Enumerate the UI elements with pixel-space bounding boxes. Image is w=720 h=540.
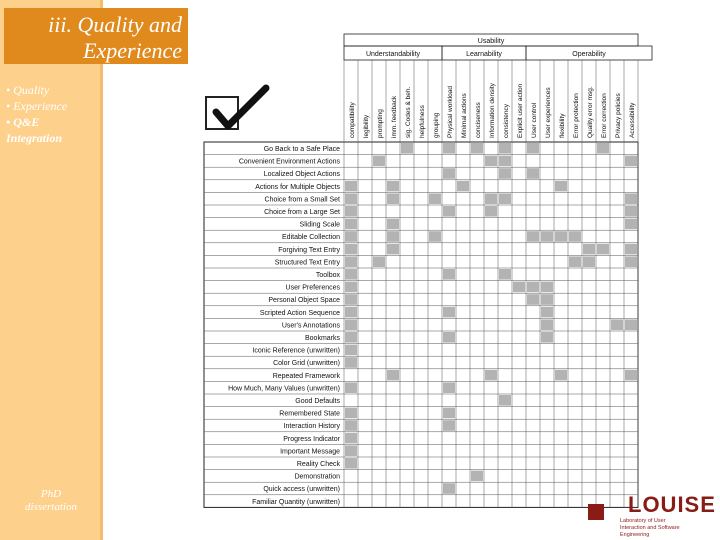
column-header: prompting bbox=[377, 109, 384, 138]
matrix-cell-filled bbox=[625, 244, 637, 255]
matrix-cell-filled bbox=[345, 433, 357, 444]
matrix-cell-filled bbox=[569, 231, 581, 242]
matrix-cell-filled bbox=[541, 319, 553, 330]
column-header: consistency bbox=[503, 104, 510, 138]
row-label: Go Back to a Safe Place bbox=[263, 146, 340, 153]
row-label: User's Annotations bbox=[281, 322, 340, 330]
matrix-cell-filled bbox=[387, 370, 399, 381]
matrix-cell-filled bbox=[625, 370, 637, 381]
row-label: Toolbox bbox=[315, 272, 340, 279]
matrix-cell-filled bbox=[499, 143, 511, 154]
matrix-cell-filled bbox=[345, 307, 357, 318]
bullet-experience: • Experience bbox=[6, 99, 68, 113]
matrix-cell-filled bbox=[597, 244, 609, 255]
logo-name: LOUISE bbox=[628, 492, 716, 517]
matrix-cell-filled bbox=[443, 168, 455, 179]
matrix-cell-filled bbox=[527, 231, 539, 242]
row-label: Convenient Environment Actions bbox=[238, 158, 340, 166]
matrix-cell-filled bbox=[499, 193, 511, 204]
matrix-cell-filled bbox=[443, 483, 455, 494]
column-header: Information density bbox=[489, 83, 496, 138]
column-header: helpfulness bbox=[419, 105, 426, 138]
group-header-2: Operability bbox=[572, 51, 606, 58]
matrix-cell-filled bbox=[513, 282, 525, 293]
matrix-cell-filled bbox=[345, 345, 357, 356]
row-label: Choice from a Small Set bbox=[264, 196, 340, 204]
matrix-cell-filled bbox=[443, 408, 455, 419]
matrix-cell-filled bbox=[625, 206, 637, 217]
column-header: flexibility bbox=[559, 113, 566, 138]
column-header: Privacy policies bbox=[615, 93, 622, 138]
column-header: Explicit user action bbox=[517, 83, 524, 138]
matrix-cell-filled bbox=[345, 332, 357, 343]
column-header: legibility bbox=[363, 114, 370, 138]
louise-logo bbox=[588, 492, 716, 540]
matrix-cell-filled bbox=[625, 319, 637, 330]
matrix-cell-filled bbox=[345, 319, 357, 330]
matrix-cell-filled bbox=[597, 143, 609, 154]
logo-mark bbox=[588, 504, 604, 520]
row-label: Interaction History bbox=[283, 423, 340, 431]
matrix-cell-filled bbox=[541, 231, 553, 242]
row-label: Repeated Framework bbox=[272, 372, 340, 380]
matrix-cell-filled bbox=[345, 219, 357, 230]
row-label: Personal Object Space bbox=[268, 297, 340, 305]
matrix-cell-filled bbox=[345, 193, 357, 204]
matrix-cell-filled bbox=[345, 357, 357, 368]
matrix-cell-filled bbox=[345, 458, 357, 469]
row-label: Structured Text Entry bbox=[274, 259, 340, 267]
matrix-cell-filled bbox=[485, 193, 497, 204]
matrix-cell-filled bbox=[457, 181, 469, 192]
matrix-cell-filled bbox=[555, 370, 567, 381]
title-line-2: Experience bbox=[83, 38, 182, 63]
row-label: Scripted Action Sequence bbox=[259, 309, 340, 317]
column-header: Accessibility bbox=[629, 102, 636, 138]
matrix-cell-filled bbox=[387, 244, 399, 255]
bullet-integration: Integration bbox=[6, 131, 63, 145]
matrix-cell-filled bbox=[625, 193, 637, 204]
row-label: Color Grid (unwritten) bbox=[273, 360, 340, 368]
matrix-cell-filled bbox=[429, 231, 441, 242]
row-label: Important Message bbox=[280, 448, 340, 456]
column-header: User experiences bbox=[545, 87, 552, 138]
row-label: Iconic Reference (unwritten) bbox=[252, 347, 340, 355]
row-label: Actions for Multiple Objects bbox=[255, 183, 340, 191]
column-header: Error protection bbox=[573, 93, 580, 138]
row-label: Remembered State bbox=[279, 410, 340, 418]
matrix-cell-filled bbox=[373, 256, 385, 267]
row-label: Sliding Scale bbox=[299, 221, 340, 229]
column-header: Quality error msg. bbox=[587, 86, 594, 138]
row-label: Reality Check bbox=[296, 461, 340, 468]
title-line-1: iii. Quality and bbox=[48, 12, 182, 37]
column-header: Error correction bbox=[601, 93, 608, 138]
column-header: compatibility bbox=[349, 102, 356, 138]
matrix-cell-filled bbox=[387, 181, 399, 192]
matrix-cell-filled bbox=[345, 382, 357, 393]
matrix-cell-filled bbox=[429, 193, 441, 204]
matrix-cell-filled bbox=[527, 168, 539, 179]
matrix-cell-filled bbox=[443, 269, 455, 280]
matrix-cell-filled bbox=[345, 445, 357, 456]
matrix-cell-filled bbox=[443, 332, 455, 343]
matrix-cell-filled bbox=[387, 193, 399, 204]
column-header: Minimal actions bbox=[461, 93, 468, 138]
row-label: User Preferences bbox=[285, 284, 340, 292]
matrix-cell-filled bbox=[541, 294, 553, 305]
matrix-cell-filled bbox=[625, 219, 637, 230]
row-label: Bookmarks bbox=[304, 335, 340, 342]
bullet-quality: • Quality bbox=[6, 83, 50, 97]
row-label: How Much, Many Values (unwritten) bbox=[228, 385, 340, 393]
matrix-cell-filled bbox=[443, 307, 455, 318]
row-label: Progress Indicator bbox=[283, 435, 340, 443]
matrix-cell-filled bbox=[387, 219, 399, 230]
matrix-cell-filled bbox=[443, 420, 455, 431]
row-label: Demonstration bbox=[294, 473, 340, 481]
matrix-cell-filled bbox=[499, 269, 511, 280]
matrix-cell-filled bbox=[471, 471, 483, 482]
matrix-cell-filled bbox=[387, 231, 399, 242]
column-header: imm. feedback bbox=[391, 95, 398, 138]
matrix-cell-filled bbox=[583, 244, 595, 255]
matrix-cell-filled bbox=[527, 143, 539, 154]
column-header: Physical workload bbox=[447, 85, 454, 138]
row-label: Choice from a Large Set bbox=[264, 209, 340, 216]
matrix-cell-filled bbox=[345, 181, 357, 192]
row-label: Editable Collection bbox=[282, 234, 340, 242]
matrix-cell-filled bbox=[443, 206, 455, 217]
logo-subtitle: Laboratory of User Interaction and Software Engineering bbox=[620, 518, 680, 538]
matrix-cell-filled bbox=[583, 256, 595, 267]
matrix-cell-filled bbox=[345, 269, 357, 280]
matrix-cell-filled bbox=[373, 156, 385, 167]
matrix-cell-filled bbox=[527, 294, 539, 305]
matrix-cell-filled bbox=[625, 156, 637, 167]
matrix-cell-filled bbox=[611, 319, 623, 330]
matrix-cell-filled bbox=[485, 206, 497, 217]
column-header: conciseness bbox=[475, 102, 482, 138]
column-header: User control bbox=[531, 102, 538, 138]
column-header: grouping bbox=[433, 112, 440, 138]
row-label: Quick access (unwritten) bbox=[263, 486, 340, 494]
matrix-cell-filled bbox=[345, 282, 357, 293]
column-header: sig. Codes & beh. bbox=[405, 86, 412, 138]
row-label: Familiar Quantity (unwritten) bbox=[252, 498, 340, 506]
matrix-cell-filled bbox=[345, 256, 357, 267]
row-label: Localized Object Actions bbox=[263, 171, 340, 179]
matrix-cell-filled bbox=[541, 307, 553, 318]
group-header-1: Learnability bbox=[466, 51, 502, 58]
matrix-cell-filled bbox=[555, 231, 567, 242]
matrix-cell-filled bbox=[555, 181, 567, 192]
matrix-cell-filled bbox=[485, 156, 497, 167]
group-header-0: Understandability bbox=[365, 51, 421, 58]
matrix-cell-filled bbox=[541, 332, 553, 343]
footer-line-2: dissertation bbox=[25, 501, 77, 513]
matrix-cell-filled bbox=[471, 143, 483, 154]
footer-line-1: PhD bbox=[40, 488, 62, 500]
matrix-cell-filled bbox=[541, 282, 553, 293]
matrix-cell-filled bbox=[345, 294, 357, 305]
matrix-cell-filled bbox=[527, 282, 539, 293]
matrix-cell-filled bbox=[345, 206, 357, 217]
matrix-cell-filled bbox=[345, 420, 357, 431]
usability-header: Usability bbox=[477, 38, 505, 45]
matrix-cell-filled bbox=[401, 143, 413, 154]
row-label: Good Defaults bbox=[295, 398, 340, 405]
matrix-cell-filled bbox=[569, 256, 581, 267]
matrix-cell-filled bbox=[345, 244, 357, 255]
matrix-cell-filled bbox=[443, 382, 455, 393]
matrix-cell-filled bbox=[345, 408, 357, 419]
matrix-cell-filled bbox=[485, 370, 497, 381]
bullet-qe: • Q&E bbox=[6, 115, 40, 129]
matrix-cell-filled bbox=[499, 395, 511, 406]
matrix-cell-filled bbox=[443, 143, 455, 154]
row-label: Forgiving Text Entry bbox=[278, 246, 340, 254]
matrix-cell-filled bbox=[625, 256, 637, 267]
matrix-cell-filled bbox=[499, 156, 511, 167]
matrix-cell-filled bbox=[345, 231, 357, 242]
matrix-cell-filled bbox=[499, 168, 511, 179]
